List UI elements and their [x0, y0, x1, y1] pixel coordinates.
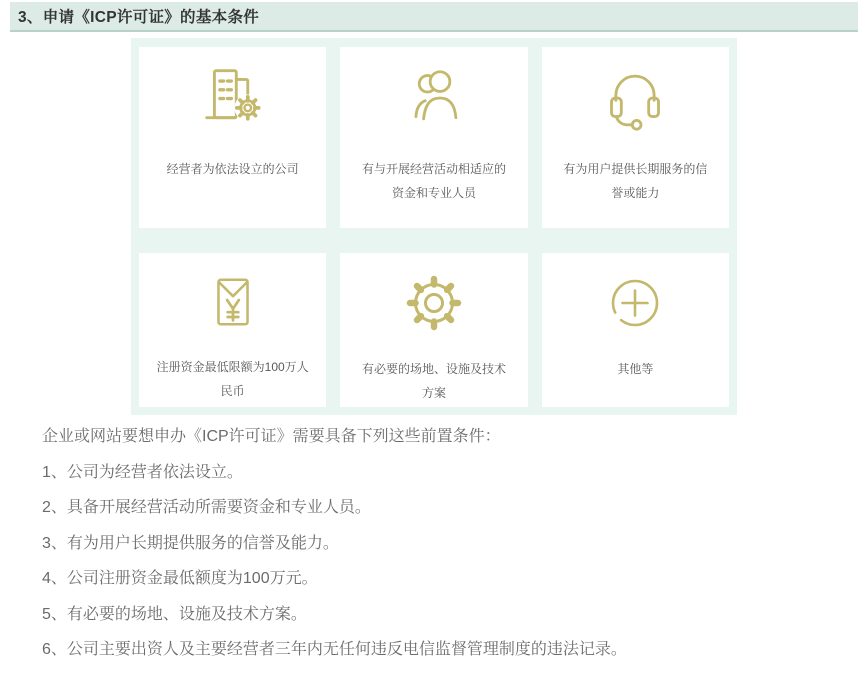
condition-card-company: [139, 47, 326, 228]
section-heading-bar: [10, 2, 858, 32]
condition-item-2: 2、具备开展经营活动所需要资金和专业人员。: [42, 499, 371, 516]
condition-item-6: 6、公司主要出资人及主要经营者三年内无任何违反电信监督管理制度的违法记录。: [42, 641, 627, 658]
plus-circle-icon: [603, 271, 667, 335]
condition-card-facilities: [340, 253, 527, 407]
conditions-card-grid: [131, 38, 737, 415]
condition-item-1: 1、公司为经营者依法设立。: [42, 463, 243, 481]
condition-card-label: 有必要的场地、设施及技术方案: [361, 362, 506, 400]
condition-card-label: 其他等: [617, 362, 654, 376]
condition-item-5: 5、有必要的场地、设施及技术方案。: [42, 605, 307, 623]
condition-card-label: 注册资金最低限额为100万人民币: [156, 360, 309, 398]
condition-card-label: 经营者为依法设立的公司: [166, 162, 299, 176]
condition-card-other: [542, 253, 729, 407]
condition-card-label: 有与开展经营活动相适应的资金和专业人员: [361, 162, 506, 200]
money-envelope-yuan-icon: [202, 271, 264, 333]
company-building-gear-icon: [198, 63, 268, 133]
condition-card-service: [542, 47, 729, 228]
condition-card-capital: [139, 253, 326, 407]
condition-item-3: 3、有为用户长期提供服务的信誉及能力。: [42, 534, 339, 552]
conditions-intro: 企业或网站要想申办《ICP许可证》需要具备下列这些前置条件：: [42, 428, 501, 445]
gear-icon: [402, 271, 466, 335]
condition-card-personnel: [340, 47, 527, 228]
condition-item-4: 4、公司注册资金最低额度为100万元。: [42, 570, 318, 587]
people-icon: [399, 63, 469, 133]
headset-icon: [600, 63, 670, 133]
section-heading-title: 3、申请《ICP许可证》的基本条件: [18, 9, 260, 26]
conditions-text-block: [42, 426, 838, 675]
condition-card-label: 有为用户提供长期服务的信誉或能力: [563, 162, 708, 200]
